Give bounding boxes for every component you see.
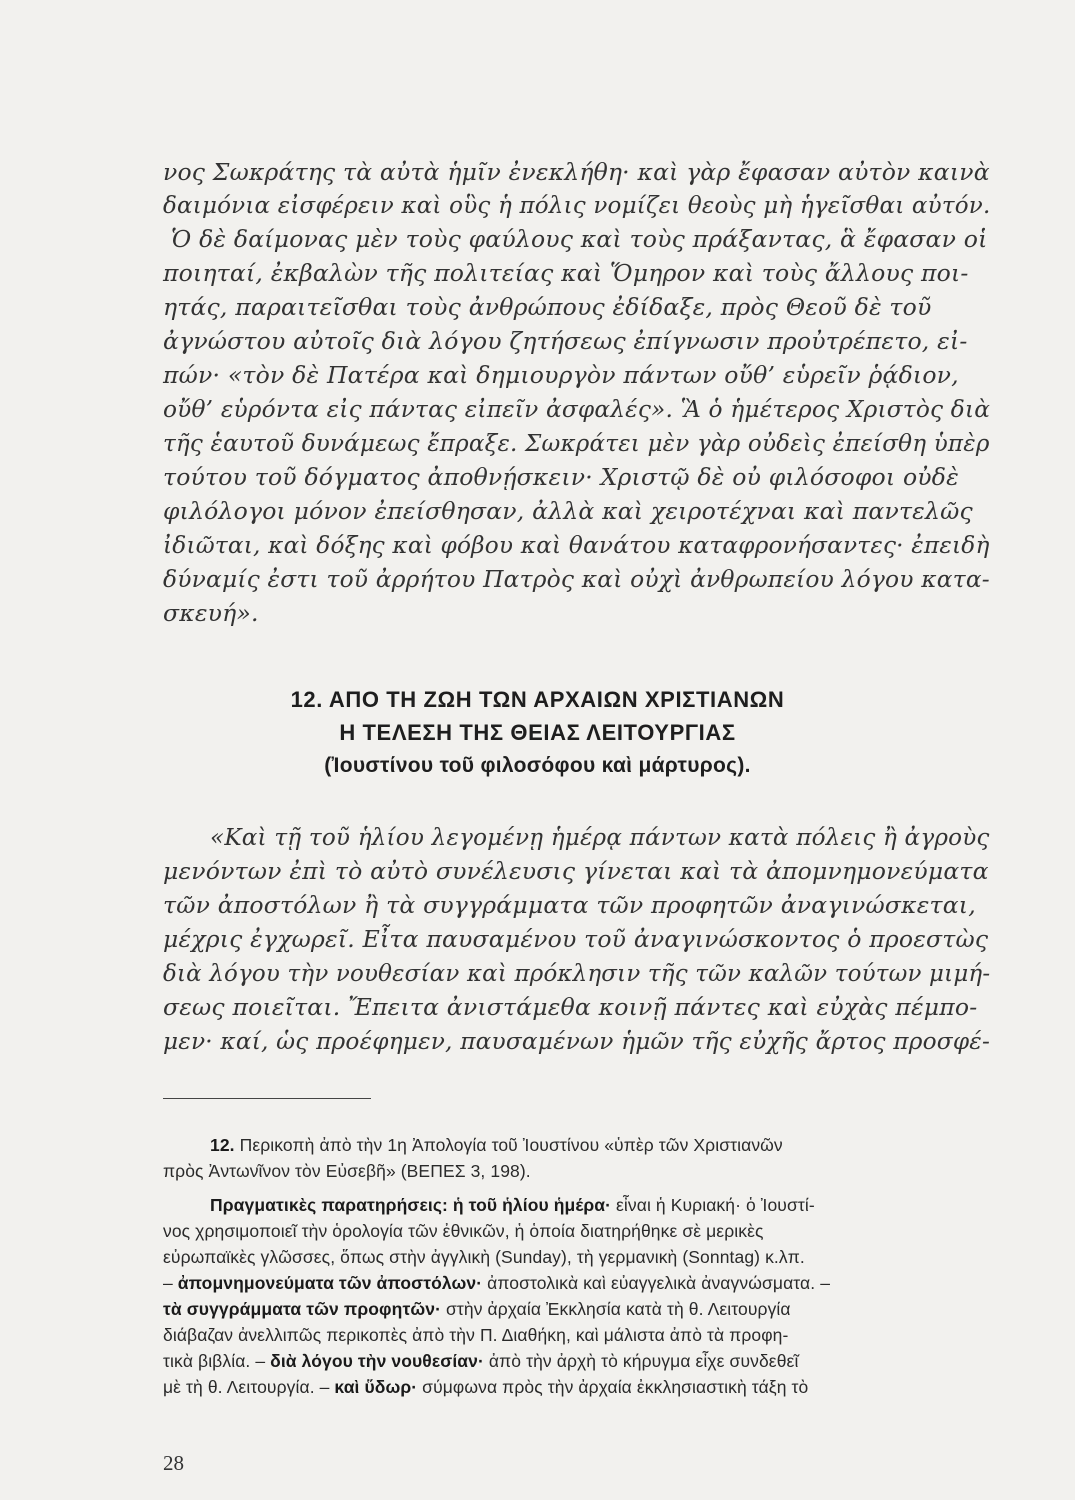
footnote-rule [163, 1098, 371, 1099]
footnote-term: διὰ λόγου τὴν νουθεσίαν· [270, 1351, 484, 1371]
section-subheading: (Ἰουστίνου τοῦ φιλοσόφου καὶ μάρτυρος). [324, 754, 751, 777]
footnote-line [210, 1195, 815, 1216]
footnote-term: Πραγματικὲς παρατηρήσεις: ἡ τοῦ ἡλίου ἡμέρα· [210, 1195, 612, 1215]
body-line: οὔθ’ εὑρόντα εἰς πάντας εἰπεῖν ἀσφαλές». Ἃ ὁ ἡμέτερος Χριστὸς διὰ [163, 395, 991, 423]
footnote-term: καὶ ὕδωρ· [334, 1377, 418, 1397]
text-line: μεν· καί, ὡς προέφημεν, παυσαμένων ἡμῶν τῆς εὐχῆς ἄρτος προσφέ- [163, 1027, 990, 1055]
section-heading: 12. ΑΠΟ ΤΗ ΖΩΗ ΤΩΝ ΑΡΧΑΙΩΝ ΧΡΙΣΤΙΑΝΩΝ [290, 687, 785, 712]
section-heading-line2: Η ΤΕΛΕΣΗ ΤΗΣ ΘΕΙΑΣ ΛΕΙΤΟΥΡΓΙΑΣ [339, 720, 736, 745]
page-number: 28 [163, 1451, 184, 1475]
text-line: μέχρις ἐγχωρεῖ. Εἶτα παυσαμένου τοῦ ἀναγινώσκοντος ὁ προεστὼς [163, 925, 989, 953]
footnote-line [163, 1273, 830, 1294]
footnote-text: εἶναι ἡ Κυριακή· ὁ Ἰουστί- [611, 1195, 815, 1215]
footnote-text: στὴν ἀρχαία Ἐκκλησία κατὰ τὴ θ. Λειτουργία [441, 1299, 791, 1319]
text-line: μενόντων ἐπὶ τὸ αὐτὸ συνέλευσις γίνεται καὶ τὰ ἀπομνημονεύματα [163, 857, 989, 885]
footnote-text: σύμφωνα πρὸς τὴν ἀρχαία ἐκκλησιαστικὴ τάξη τὸ [417, 1377, 809, 1397]
body-line: ἰδιῶται, καὶ δόξης καὶ φόβου καὶ θανάτου καταφρονήσαντες· ἐπειδὴ [163, 531, 990, 559]
body-line: σκευή». [163, 599, 259, 627]
footnote-line: εὐρωπαϊκὲς γλῶσσες, ὅπως στὴν ἀγγλικὴ (Sunday), τὴ γερμανικὴ (Sonntag) κ.λπ. [163, 1247, 805, 1267]
text-line: διὰ λόγου τὴν νουθεσίαν καὶ πρόκλησιν τῆς τῶν καλῶν τούτων μιμή- [163, 959, 991, 987]
footnote-line [163, 1377, 808, 1398]
footnote-text: – [163, 1273, 178, 1293]
body-line: Ὁ δὲ δαίμονας μὲν τοὺς φαύλους καὶ τοὺς πράξαντας, ἃ ἔφασαν οἱ [171, 225, 988, 253]
footnote-line: νος χρησιμοποιεῖ τὴν ὁρολογία τῶν ἐθνικῶν, ἡ ὁποία διατηρήθηκε σὲ μερικὲς [163, 1221, 764, 1241]
footnote-text: τικὰ βιβλία. – [163, 1351, 271, 1371]
footnote-line: διάβαζαν ἀνελλιπῶς περικοπὲς ἀπὸ τὴν Π. Διαθήκη, καὶ μάλιστα ἀπὸ τὰ προφη- [163, 1325, 789, 1345]
text-line: «Καὶ τῇ τοῦ ἡλίου λεγομένῃ ἡμέρᾳ πάντων κατὰ πόλεις ἢ ἀγροὺς [210, 823, 990, 851]
body-line: νος Σωκράτης τὰ αὐτὰ ἡμῖν ἐνεκλήθη· καὶ γὰρ ἔφασαν αὐτὸν καινὰ [163, 158, 990, 186]
body-line: τῆς ἑαυτοῦ δυνάμεως ἔπραξε. Σωκράτει μὲν γὰρ οὐδεὶς ἐπείσθη ὑπὲρ [163, 429, 990, 457]
footnote-line: πρὸς Ἀντωνῖνον τὸν Εὐσεβῆ» (ΒΕΠΕΣ 3, 198). [163, 1161, 531, 1181]
footnote-line [163, 1351, 798, 1372]
footnote-text: μὲ τὴ θ. Λειτουργία. – [163, 1377, 335, 1397]
body-line: φιλόλογοι μόνον ἐπείσθησαν, ἀλλὰ καὶ χειροτέχναι καὶ παντελῶς [163, 497, 973, 525]
text-line: τῶν ἀποστόλων ἢ τὰ συγγράμματα τῶν προφητῶν ἀναγινώσκεται, [163, 891, 976, 919]
footnote-text: ἀποστολικὰ καὶ εὐαγγελικὰ ἀναγνώσματα. – [482, 1273, 831, 1293]
footnote-text: ἀπὸ τὴν ἀρχὴ τὸ κήρυγμα εἶχε συνδεθεῖ [483, 1351, 799, 1371]
footnote-line [210, 1135, 783, 1156]
footnote-term: ἀπομνημονεύματα τῶν ἀποστόλων· [177, 1273, 483, 1293]
body-line: ποιηταί, ἐκβαλὼν τῆς πολιτείας καὶ Ὅμηρον καὶ τοὺς ἄλλους ποι- [163, 259, 969, 287]
body-line: ητάς, παραιτεῖσθαι τοὺς ἀνθρώπους ἐδίδαξε, πρὸς Θεοῦ δὲ τοῦ [163, 293, 932, 321]
body-line: ἀγνώστου αὐτοῖς διὰ λόγου ζητήσεως ἐπίγνωσιν προὐτρέπετο, εἰ- [163, 327, 968, 355]
body-line: δαιμόνια εἰσφέρειν καὶ οὓς ἡ πόλις νομίζει θεοὺς μὴ ἡγεῖσθαι αὐτόν. [163, 191, 991, 219]
body-line: δύναμίς ἐστι τοῦ ἀρρήτου Πατρὸς καὶ οὐχὶ ἀνθρωπείου λόγου κατα- [163, 565, 990, 593]
footnote-term: τὰ συγγράμματα τῶν προφητῶν· [163, 1299, 442, 1319]
footnote-number: 12. [210, 1135, 235, 1155]
footnote-line [163, 1299, 791, 1320]
body-line: πών· «τὸν δὲ Πατέρα καὶ δημιουργὸν πάντων οὔθ’ εὑρεῖν ῥᾴδιον, [163, 361, 959, 389]
text-line: σεως ποιεῖται. Ἔπειτα ἀνιστάμεθα κοινῇ πάντες καὶ εὐχὰς πέμπο- [163, 993, 978, 1021]
footnote-text: Περικοπὴ ἀπὸ τὴν 1η Ἀπολογία τοῦ Ἰουστίνου «ὑπὲρ τῶν Χριστιανῶν [234, 1135, 783, 1155]
body-line: τούτου τοῦ δόγματος ἀποθνῄσκειν· Χριστῷ δὲ οὐ φιλόσοφοι οὐδὲ [163, 463, 959, 491]
